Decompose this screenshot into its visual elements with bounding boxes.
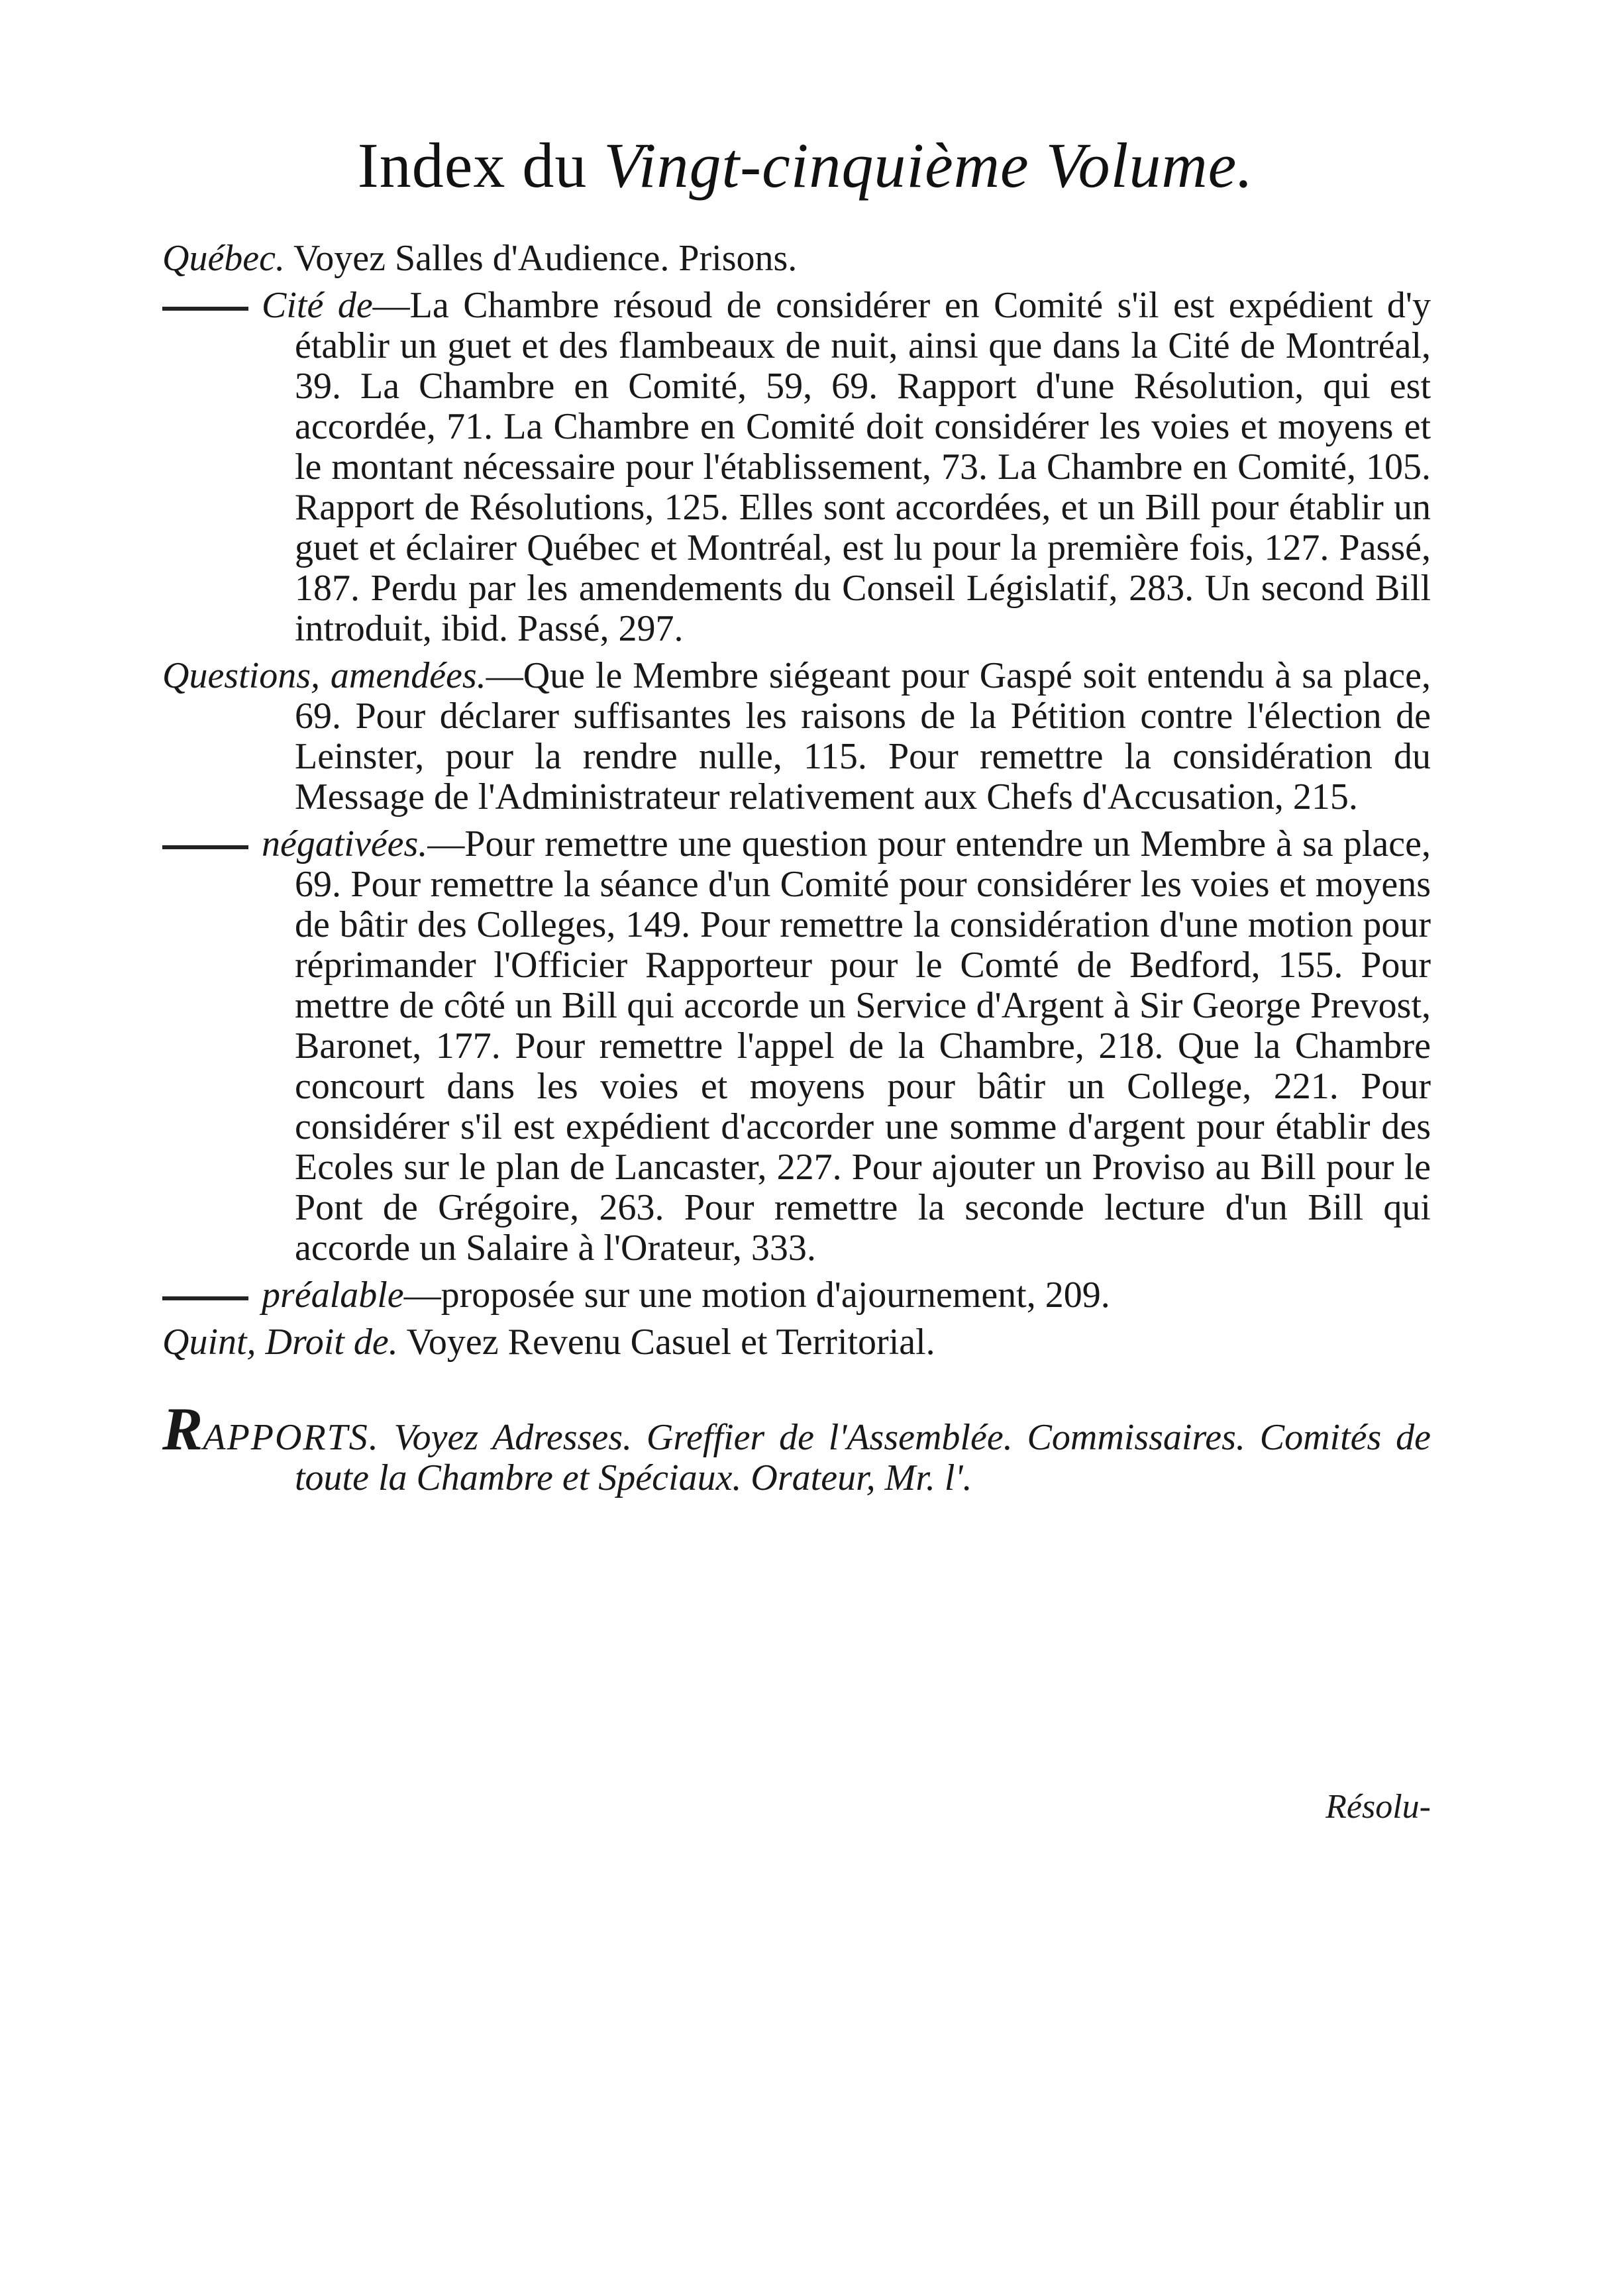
index-subentry-prealable bbox=[162, 1275, 1431, 1316]
index-entry-rapports bbox=[162, 1395, 1431, 1498]
drop-letter: R bbox=[162, 1395, 203, 1463]
entry-text: Voyez Adresses. Greffier de l'Assemblée. Commissaires. Comités de toute la Chambre et Spéciaux. Orateur, Mr. l'. bbox=[295, 1417, 1431, 1498]
em-dash-rule bbox=[162, 286, 262, 326]
page-header bbox=[0, 126, 1611, 205]
entry-text: —Que le Membre siégeant pour Gaspé soit entendu à sa place, 69. Pour déclarer suffisantes les raisons de la Pétition contre l'élection de Leinster, pour la rendre nulle, 115. Pour remettre la considération du Message de l'Administrateur relativement aux Chefs d'Accusation, 215. bbox=[295, 655, 1431, 817]
entry-text: Voyez Revenu Casuel et Territorial. bbox=[397, 1322, 935, 1363]
entry-heading: Questions, amendées. bbox=[162, 655, 486, 696]
entry-text: —La Chambre résoud de considérer en Comité s'il est expédient d'y établir un guet et des flambeaux de nuit, ainsi que dans la Cité de Montréal, 39. La Chambre en Comité, 59, 69. Rapport d'une Résolution, qui est accordée, 71. La Chambre en Comité doit considérer les voies et moyens et le montant nécessaire pour l'établissement, 73. La Chambre en Comité, 105. Rapport de Résolutions, 125. Elles sont accordées, et un Bill pour établir un guet et éclairer Québec et Montréal, est lu pour la première fois, 127. Passé, 187. Perdu par les amendements du Conseil Législatif, 283. Un second Bill introduit, ibid. Passé, 297. bbox=[295, 285, 1431, 649]
index-entry-quebec bbox=[162, 238, 1431, 279]
index-subentry-cite-de bbox=[162, 286, 1431, 649]
index-body bbox=[162, 238, 1431, 1505]
em-dash-rule bbox=[162, 824, 262, 864]
catchword: Résolu- bbox=[1325, 1788, 1431, 1826]
entry-heading: Quint, Droit de. bbox=[162, 1322, 398, 1363]
entry-heading: Québec. bbox=[162, 238, 286, 279]
header-volume: Vingt-cinquième Volume. bbox=[603, 130, 1254, 201]
entry-text: —Pour remettre une question pour entendre un Membre à sa place, 69. Pour remettre la séance d'un Comité pour considérer les voies et moyens de bâtir des Colleges, 149. Pour remettre la considération d'une motion pour réprimander l'Officier Rapporteur pour le Comté de Bedford, 155. Pour mettre de côté un Bill qui accorde un Service d'Argent à Sir George Prevost, Baronet, 177. Pour remettre l'appel de la Chambre, 218. Que la Chambre concourt dans les voies et moyens pour bâtir un College, 221. Pour considérer s'il est expédient d'accorder une somme d'argent pour établir des Ecoles sur le plan de Lancaster, 227. Pour ajouter un Proviso au Bill pour le Pont de Grégoire, 263. Pour remettre la seconde lecture d'un Bill qui accorde un Salaire à l'Orateur, 333. bbox=[295, 823, 1431, 1269]
entry-heading: Cité de bbox=[262, 285, 373, 326]
entry-heading: négativées. bbox=[262, 823, 428, 864]
index-entry-questions bbox=[162, 656, 1431, 817]
entry-text: Voyez Salles d'Audience. Prisons. bbox=[285, 238, 798, 279]
em-dash-rule bbox=[162, 1275, 262, 1316]
index-entry-quint bbox=[162, 1322, 1431, 1363]
index-subentry-negativees bbox=[162, 824, 1431, 1269]
entry-text: —proposée sur une motion d'ajournement, 209. bbox=[403, 1275, 1110, 1316]
header-du: du bbox=[522, 130, 588, 201]
entry-heading: préalable bbox=[262, 1275, 404, 1316]
entry-heading: APPORTS. bbox=[203, 1417, 380, 1458]
header-index: Index bbox=[357, 130, 506, 201]
